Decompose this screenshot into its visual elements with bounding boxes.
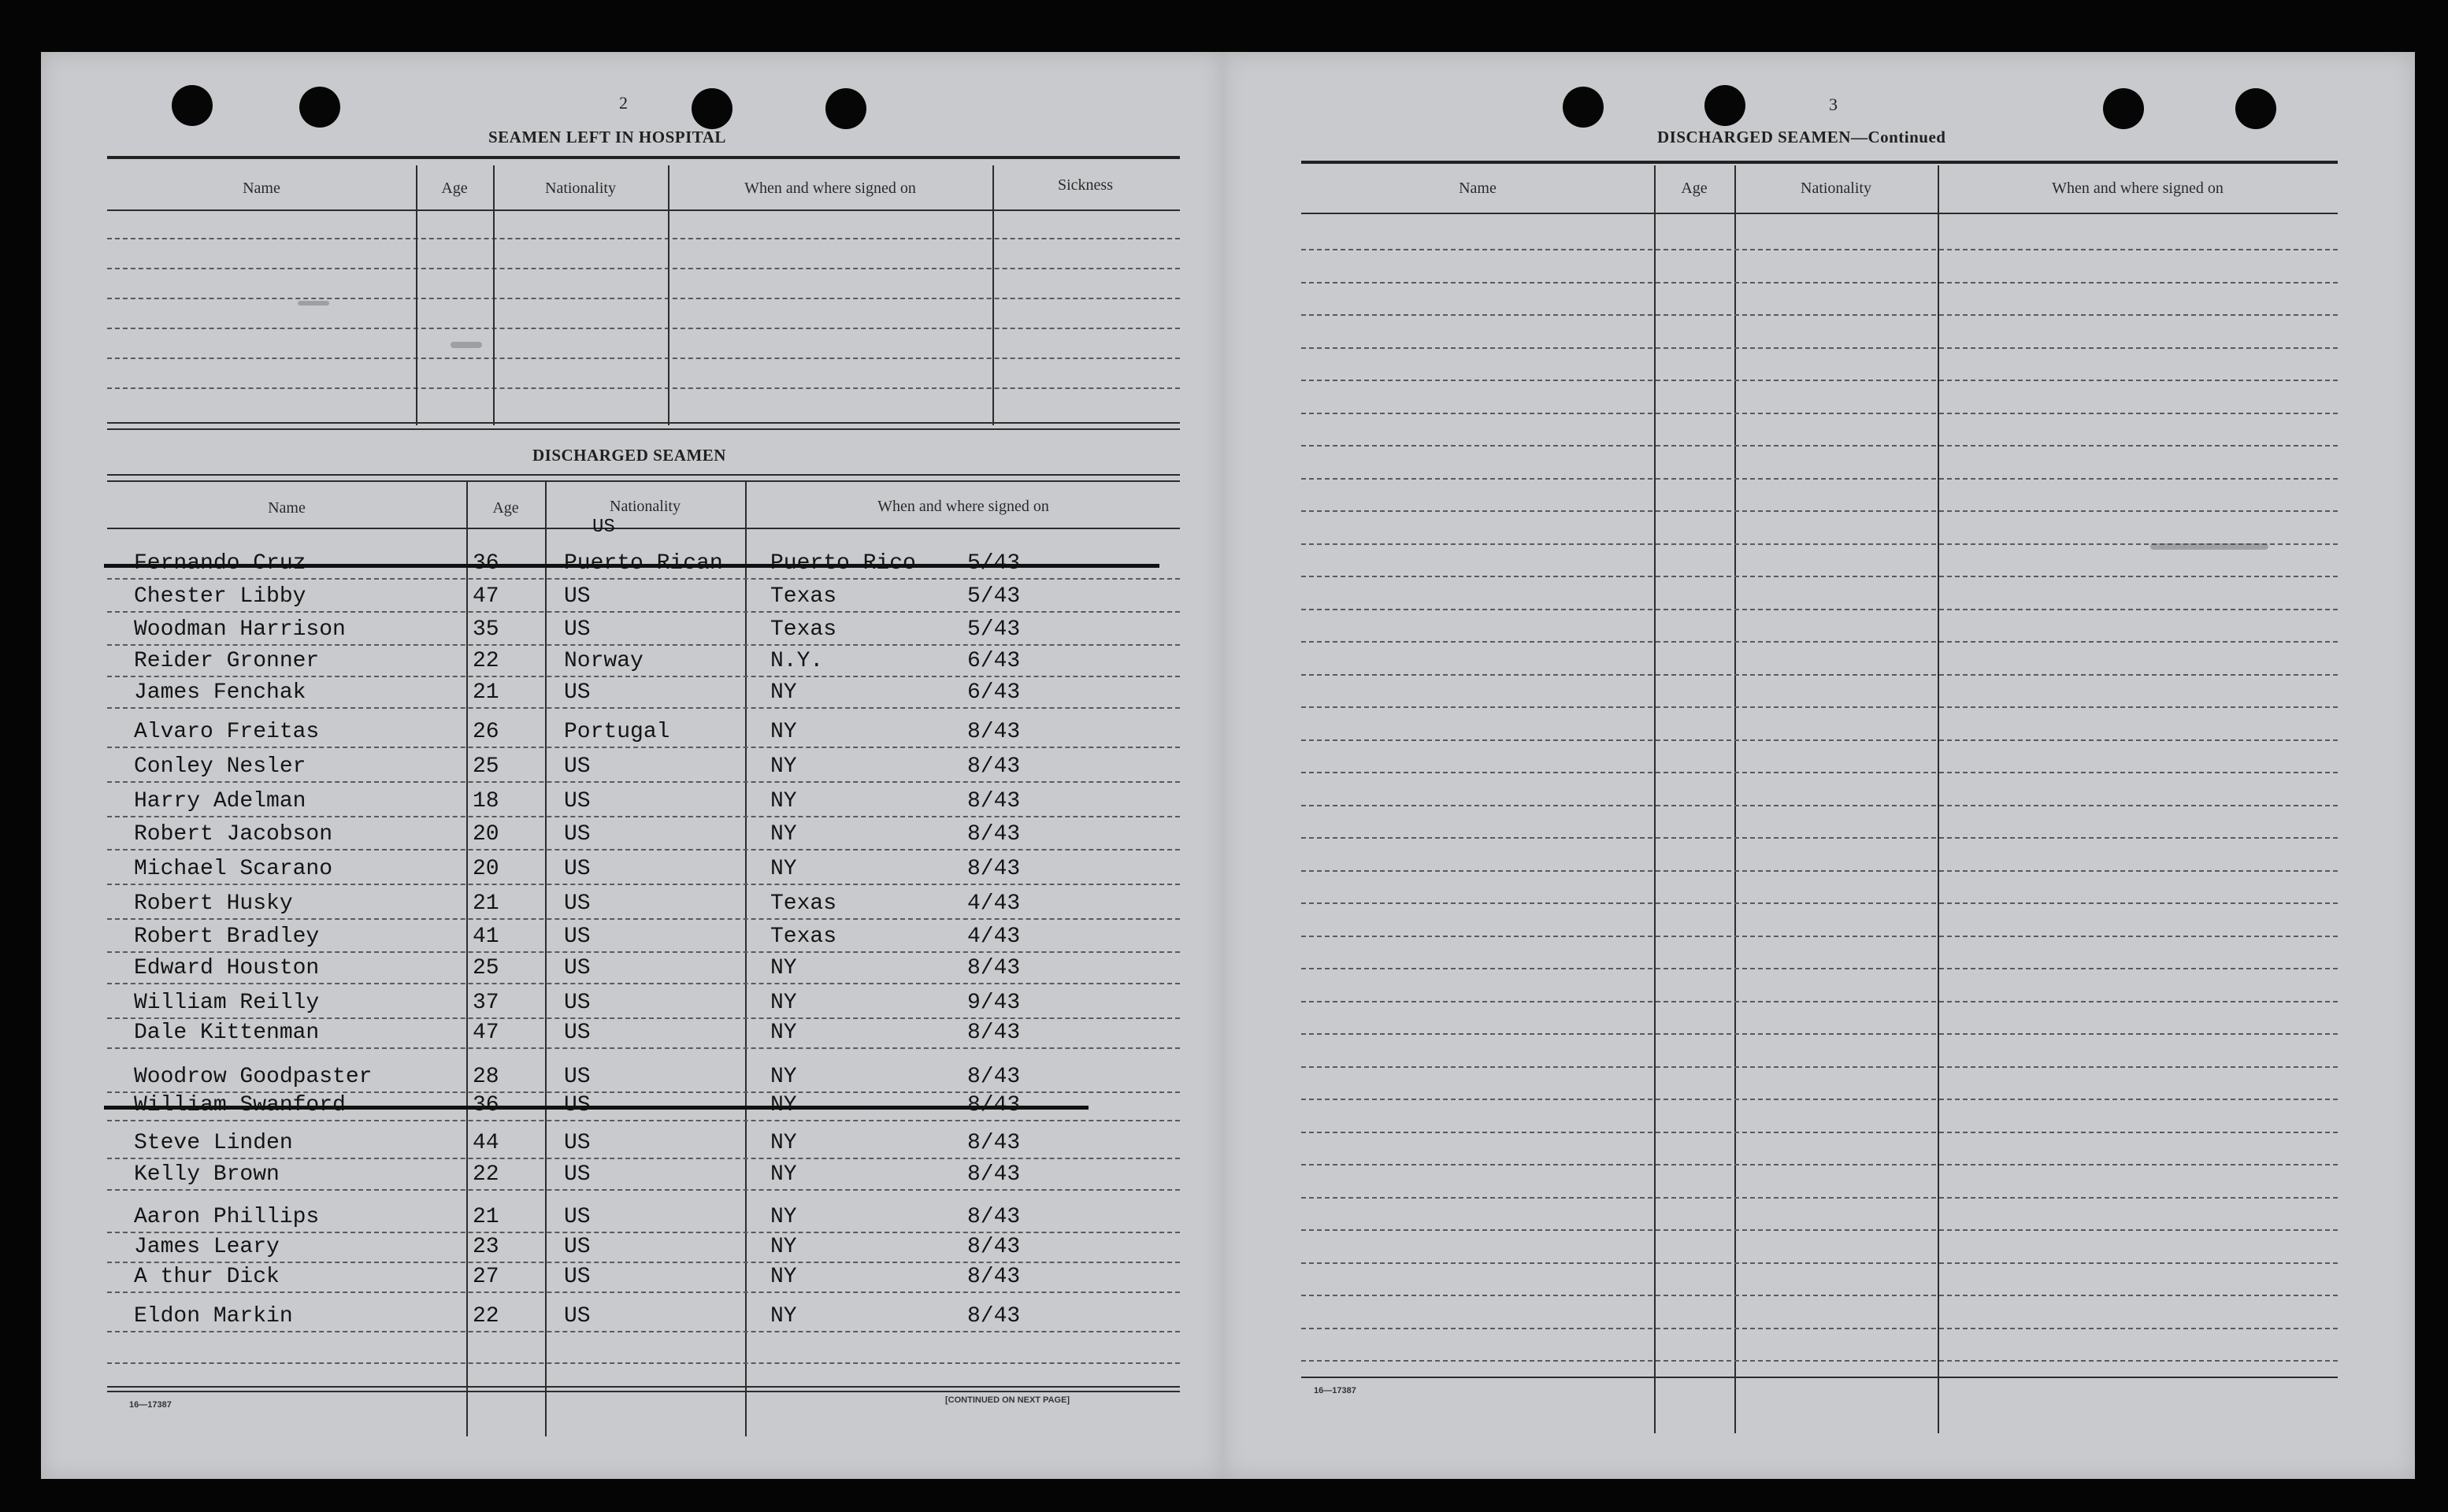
column-header-age: Age	[1681, 180, 1708, 197]
ruled-line	[107, 884, 1180, 885]
seaman-name: Alvaro Freitas	[134, 720, 320, 744]
signed-on-date: 8/43	[967, 1235, 1021, 1259]
column-divider	[545, 482, 547, 1436]
stray-mark	[298, 301, 329, 306]
page-number: 3	[1829, 94, 1838, 114]
table-bottom-rule	[107, 428, 1180, 430]
ruled-line	[107, 611, 1180, 613]
seaman-name: Eldon Markin	[134, 1304, 293, 1329]
ruled-line	[107, 238, 1180, 239]
left-page	[41, 52, 1222, 1479]
ruled-line	[107, 1232, 1180, 1233]
ruled-line	[107, 1158, 1180, 1159]
seaman-name: Woodrow Goodpaster	[134, 1065, 373, 1089]
ruled-line	[107, 781, 1180, 783]
seaman-nationality: US	[564, 1304, 591, 1329]
seaman-age: 47	[473, 584, 499, 609]
seaman-age: 47	[473, 1021, 499, 1045]
seaman-age: 23	[473, 1235, 499, 1259]
right-page	[1222, 52, 2415, 1479]
ruled-line	[107, 707, 1180, 709]
column-header-nationality: Nationality	[545, 180, 616, 197]
title-suffix: —Continued	[1850, 128, 1946, 146]
seaman-name: Aaron Phillips	[134, 1205, 320, 1229]
signed-on-place: NY	[770, 991, 797, 1015]
seaman-nationality: US	[564, 1131, 591, 1155]
continued-note: [CONTINUED ON NEXT PAGE]	[945, 1395, 1070, 1405]
seaman-age: 25	[473, 754, 499, 779]
ruled-line	[107, 1262, 1180, 1263]
table-bottom-rule	[107, 1391, 1180, 1392]
seaman-nationality: US	[564, 584, 591, 609]
seaman-name: Conley Nesler	[134, 754, 306, 779]
signed-on-place: Texas	[770, 584, 837, 609]
seaman-nationality: US	[564, 1235, 591, 1259]
ruled-line	[107, 358, 1180, 359]
seaman-name: William Swanford	[134, 1093, 346, 1117]
column-header-name: Name	[268, 499, 306, 517]
seaman-name: A thur Dick	[134, 1265, 280, 1289]
signed-on-place: NY	[770, 822, 797, 847]
signed-on-place: NY	[770, 720, 797, 744]
signed-on-place: Texas	[770, 891, 837, 916]
signed-on-date: 8/43	[967, 956, 1021, 980]
punch-hole	[1563, 87, 1604, 128]
punch-hole	[2235, 88, 2276, 129]
seaman-nationality: US	[564, 956, 591, 980]
ruled-line	[107, 951, 1180, 953]
ruled-line	[1301, 576, 2338, 577]
title-main: DISCHARGED SEAMEN	[1657, 128, 1851, 146]
ruled-line	[1301, 805, 2338, 806]
column-divider	[668, 165, 669, 425]
signed-on-place: NY	[770, 1265, 797, 1289]
table-top-rule	[107, 480, 1180, 482]
column-header-signed-on: When and where signed on	[2052, 180, 2224, 197]
column-divider	[1938, 165, 1939, 1433]
ruled-line	[1301, 1360, 2338, 1362]
ruled-line	[1301, 249, 2338, 250]
ruled-line	[1301, 1197, 2338, 1199]
signed-on-date: 8/43	[967, 1131, 1021, 1155]
seaman-name: James Fenchak	[134, 680, 306, 705]
signed-on-date: 8/43	[967, 720, 1021, 744]
seaman-name: Michael Scarano	[134, 857, 333, 881]
ruled-line	[1301, 1066, 2338, 1068]
signed-on-place: NY	[770, 680, 797, 705]
column-divider	[416, 165, 417, 425]
seaman-nationality: US	[564, 891, 591, 916]
signed-on-place: NY	[770, 1304, 797, 1329]
seaman-name: Chester Libby	[134, 584, 306, 609]
ruled-line	[107, 816, 1180, 817]
seaman-age: 44	[473, 1131, 499, 1155]
signed-on-place: NY	[770, 1021, 797, 1045]
ruled-line	[107, 918, 1180, 920]
ruled-line	[1301, 1033, 2338, 1035]
ruled-line	[1301, 674, 2338, 676]
column-divider	[493, 165, 495, 425]
table-bottom-rule	[107, 1386, 1180, 1388]
header-rule	[107, 528, 1180, 529]
seaman-name: Fernando Cruz	[134, 551, 306, 576]
ruled-line	[1301, 347, 2338, 349]
ruled-line	[107, 1189, 1180, 1191]
signed-on-date: 8/43	[967, 822, 1021, 847]
hospital-section-title: SEAMEN LEFT IN HOSPITAL	[488, 128, 726, 146]
seaman-name: Woodman Harrison	[134, 617, 346, 642]
column-divider	[745, 482, 747, 1436]
ruled-line	[107, 268, 1180, 269]
signed-on-place: NY	[770, 1093, 797, 1117]
seaman-nationality: US	[564, 1205, 591, 1229]
ruled-line	[1301, 902, 2338, 904]
seaman-name: James Leary	[134, 1235, 280, 1259]
ruled-line	[107, 1331, 1180, 1332]
ruled-line	[107, 298, 1180, 299]
signed-on-date: 8/43	[967, 789, 1021, 813]
ruled-line	[1301, 1328, 2338, 1329]
ruled-line	[1301, 870, 2338, 872]
signed-on-place: NY	[770, 1131, 797, 1155]
column-header-age: Age	[492, 499, 519, 517]
ruled-line	[1301, 413, 2338, 414]
seaman-age: 28	[473, 1065, 499, 1089]
table-top-rule	[107, 156, 1180, 159]
header-rule	[107, 209, 1180, 211]
ruled-line	[1301, 1295, 2338, 1296]
seaman-nationality: Portugal	[564, 720, 670, 744]
ruled-line	[1301, 1099, 2338, 1100]
ruled-line	[1301, 837, 2338, 839]
seaman-name: Robert Husky	[134, 891, 293, 916]
signed-on-place: N.Y.	[770, 649, 824, 673]
ruled-line	[1301, 445, 2338, 447]
seaman-nationality: US	[564, 1265, 591, 1289]
seaman-age: 21	[473, 891, 499, 916]
ruled-line	[107, 644, 1180, 646]
strikethrough-line	[104, 564, 1159, 568]
ruled-line	[1301, 609, 2338, 610]
seaman-nationality: US	[564, 857, 591, 881]
signed-on-place: NY	[770, 1162, 797, 1187]
seaman-age: 21	[473, 680, 499, 705]
column-divider	[1734, 165, 1736, 1433]
discharged-section-title: DISCHARGED SEAMEN	[532, 446, 726, 465]
column-header-nationality: Nationality	[610, 498, 681, 515]
ruled-line	[1301, 1262, 2338, 1264]
header-rule	[1301, 213, 2338, 214]
seaman-nationality: US	[564, 991, 591, 1015]
column-header-name: Name	[1459, 180, 1497, 197]
signed-on-date: 5/43	[967, 551, 1021, 576]
seaman-name: Robert Jacobson	[134, 822, 333, 847]
page-number: 2	[619, 93, 628, 113]
ruled-line	[107, 1047, 1180, 1049]
seaman-age: 22	[473, 1304, 499, 1329]
punch-hole	[172, 85, 213, 126]
punch-hole	[692, 88, 733, 129]
form-number: 16—17387	[1314, 1386, 1356, 1395]
signed-on-date: 6/43	[967, 649, 1021, 673]
signed-on-place: NY	[770, 1235, 797, 1259]
seaman-age: 20	[473, 822, 499, 847]
column-divider	[466, 482, 468, 1436]
seaman-nationality: US	[564, 1021, 591, 1045]
ruled-line	[1301, 706, 2338, 708]
signed-on-date: 8/43	[967, 1093, 1021, 1117]
seaman-age: 27	[473, 1265, 499, 1289]
seaman-age: 22	[473, 1162, 499, 1187]
ruled-line	[107, 328, 1180, 329]
ruled-line	[1301, 1132, 2338, 1133]
seaman-nationality: US	[564, 1162, 591, 1187]
signed-on-date: 4/43	[967, 891, 1021, 916]
stray-mark	[2150, 543, 2268, 550]
nationality-annotation: US	[592, 517, 615, 538]
column-header-signed-on: When and where signed on	[744, 180, 916, 197]
ruled-line	[1301, 314, 2338, 316]
punch-hole	[1704, 85, 1745, 126]
seaman-age: 21	[473, 1205, 499, 1229]
ruled-line	[107, 387, 1180, 389]
ruled-line	[1301, 968, 2338, 969]
ruled-line	[1301, 1001, 2338, 1002]
seaman-name: Dale Kittenman	[134, 1021, 320, 1045]
stray-mark	[451, 342, 482, 348]
signed-on-date: 6/43	[967, 680, 1021, 705]
column-header-sickness: Sickness	[1058, 176, 1113, 194]
signed-on-date: 8/43	[967, 754, 1021, 779]
signed-on-place: Texas	[770, 925, 837, 949]
punch-hole	[825, 88, 866, 129]
seaman-nationality: US	[564, 680, 591, 705]
seaman-age: 25	[473, 956, 499, 980]
column-header-nationality: Nationality	[1801, 180, 1871, 197]
signed-on-date: 8/43	[967, 1265, 1021, 1289]
ruled-line	[107, 1120, 1180, 1121]
ruled-line	[107, 1292, 1180, 1293]
seaman-name: Reider Gronner	[134, 649, 320, 673]
seaman-nationality: US	[564, 1093, 591, 1117]
ruled-line	[1301, 641, 2338, 643]
seaman-name: Harry Adelman	[134, 789, 306, 813]
seaman-age: 18	[473, 789, 499, 813]
signed-on-place: Texas	[770, 617, 837, 642]
seaman-name: Robert Bradley	[134, 925, 320, 949]
ruled-line	[107, 747, 1180, 748]
ruled-line	[1301, 1164, 2338, 1166]
column-header-name: Name	[243, 180, 280, 197]
ruled-line	[107, 1017, 1180, 1019]
seaman-age: 22	[473, 649, 499, 673]
signed-on-date: 8/43	[967, 1162, 1021, 1187]
ruled-line	[1301, 1229, 2338, 1231]
discharged-continued-title	[1657, 128, 1945, 147]
table-top-rule	[1301, 161, 2338, 164]
ruled-line	[1301, 380, 2338, 381]
ruled-line	[107, 676, 1180, 677]
signed-on-date: 8/43	[967, 857, 1021, 881]
column-header-age: Age	[441, 180, 468, 197]
signed-on-place: NY	[770, 754, 797, 779]
table-top-rule	[107, 474, 1180, 476]
seaman-name: Steve Linden	[134, 1131, 293, 1155]
ruled-line	[1301, 478, 2338, 480]
ruled-line	[107, 849, 1180, 850]
seaman-nationality: US	[564, 822, 591, 847]
seaman-nationality: US	[564, 789, 591, 813]
seaman-age: 26	[473, 720, 499, 744]
seaman-name: Kelly Brown	[134, 1162, 280, 1187]
column-header-signed-on: When and where signed on	[877, 498, 1049, 515]
punch-hole	[2103, 88, 2144, 129]
signed-on-place: Puerto Rico	[770, 551, 916, 576]
seaman-nationality: Norway	[564, 649, 644, 673]
seaman-name: Edward Houston	[134, 956, 320, 980]
signed-on-place: NY	[770, 789, 797, 813]
table-bottom-rule	[1301, 1377, 2338, 1378]
seaman-age: 36	[473, 551, 499, 576]
signed-on-place: NY	[770, 857, 797, 881]
seaman-nationality: US	[564, 754, 591, 779]
ruled-line	[1301, 739, 2338, 741]
ruled-line	[107, 983, 1180, 984]
column-divider	[1654, 165, 1656, 1433]
seaman-name: William Reilly	[134, 991, 320, 1015]
ruled-line	[107, 578, 1180, 580]
seaman-age: 37	[473, 991, 499, 1015]
signed-on-date: 5/43	[967, 584, 1021, 609]
signed-on-place: NY	[770, 956, 797, 980]
seaman-nationality: US	[564, 925, 591, 949]
signed-on-date: 9/43	[967, 991, 1021, 1015]
signed-on-date: 8/43	[967, 1021, 1021, 1045]
ruled-line	[107, 422, 1180, 424]
signed-on-date: 8/43	[967, 1065, 1021, 1089]
signed-on-place: NY	[770, 1205, 797, 1229]
seaman-nationality: US	[564, 1065, 591, 1089]
strikethrough-line	[104, 1106, 1089, 1110]
seaman-age: 35	[473, 617, 499, 642]
ruled-line	[1301, 772, 2338, 773]
ruled-line	[107, 1362, 1180, 1364]
punch-hole	[299, 87, 340, 128]
seaman-age: 36	[473, 1093, 499, 1117]
ruled-line	[1301, 936, 2338, 937]
signed-on-place: NY	[770, 1065, 797, 1089]
seaman-age: 41	[473, 925, 499, 949]
seaman-nationality: US	[564, 617, 591, 642]
ruled-line	[1301, 282, 2338, 284]
signed-on-date: 5/43	[967, 617, 1021, 642]
signed-on-date: 4/43	[967, 925, 1021, 949]
seaman-age: 20	[473, 857, 499, 881]
signed-on-date: 8/43	[967, 1304, 1021, 1329]
ruled-line	[1301, 510, 2338, 512]
seaman-nationality: Puerto Rican	[564, 551, 723, 576]
signed-on-date: 8/43	[967, 1205, 1021, 1229]
form-number: 16—17387	[129, 1400, 172, 1410]
column-divider	[992, 165, 994, 425]
